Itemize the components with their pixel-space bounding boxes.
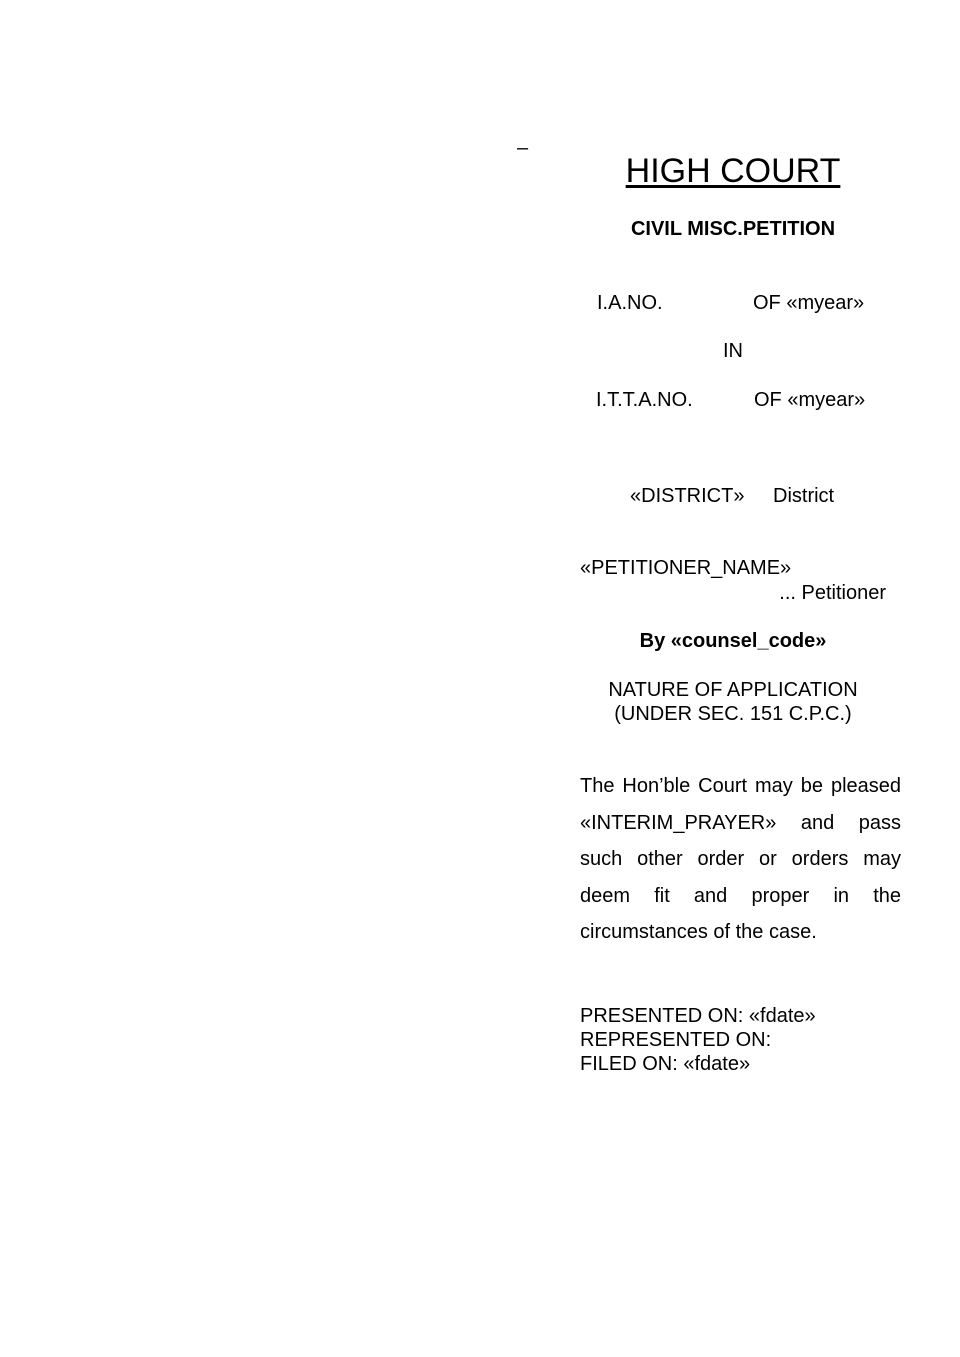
district-placeholder: «DISTRICT» bbox=[630, 485, 745, 507]
represented-on: REPRESENTED ON: bbox=[580, 1029, 772, 1051]
itta-number-label: I.T.T.A.NO. bbox=[596, 389, 693, 411]
petitioner-label: ... Petitioner bbox=[779, 582, 886, 604]
nature-heading: NATURE OF APPLICATION bbox=[608, 679, 858, 701]
counsel-line: By «counsel_code» bbox=[639, 630, 827, 652]
filed-on: FILED ON: «fdate» bbox=[580, 1053, 751, 1075]
in-connector: IN bbox=[723, 340, 743, 362]
prayer-paragraph: The Hon’ble Court may be pleased «INTERIM_PRAYER» and pass such other order or orders may deem fit and proper in the circumstances of the case. bbox=[580, 775, 901, 943]
district-label: District bbox=[773, 485, 835, 507]
court-title: HIGH COURT bbox=[625, 152, 841, 190]
ia-year: OF «myear» bbox=[753, 292, 865, 314]
nature-section: (UNDER SEC. 151 C.P.C.) bbox=[614, 703, 852, 725]
petition-type: CIVIL MISC.PETITION bbox=[630, 218, 836, 240]
margin-mark: – bbox=[517, 137, 529, 159]
ia-number-label: I.A.NO. bbox=[597, 292, 663, 314]
itta-year: OF «myear» bbox=[754, 389, 866, 411]
presented-on: PRESENTED ON: «fdate» bbox=[580, 1005, 816, 1027]
petitioner-name: «PETITIONER_NAME» bbox=[580, 557, 792, 579]
